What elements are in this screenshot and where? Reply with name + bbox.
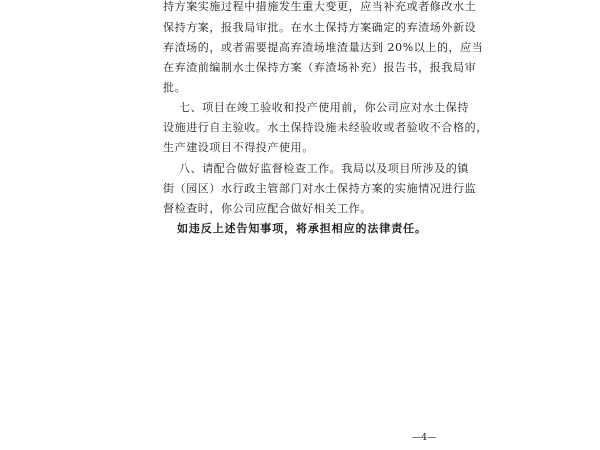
text-line: 批。 — [163, 81, 187, 94]
closing-statement: 如违反上述告知事项，将承担相应的法律责任。 — [177, 222, 427, 235]
text-line: 在弃渣前编制水土保持方案（弃渣场补充）报告书，报我局审 — [163, 61, 477, 74]
text-line: 街（园区）水行政主管部门对水土保持方案的实施情况进行监 — [163, 182, 477, 195]
text-line: 设施进行自主验收。水土保持设施未经验收或者验收不合格的， — [163, 121, 488, 134]
text-line: 保持方案，报我局审批。在水土保持方案确定的弃渣场外新设 — [163, 21, 477, 34]
page-number: —4— — [412, 433, 437, 443]
paragraph-7-first-line: 七、项目在竣工验收和投产使用前，你公司应对水土保持 — [179, 101, 469, 114]
paragraph-8-first-line: 八、请配合做好监督检查工作。我局以及项目所涉及的镇 — [179, 162, 469, 175]
text-line: 持方案实施过程中措施发生重大变更，应当补充或者修改水土 — [163, 0, 477, 13]
text-line: 生产建设项目不得投产使用。 — [163, 141, 314, 154]
text-line: 督检查时，你公司应配合做好相关工作。 — [163, 202, 372, 215]
text-line: 弃渣场的，或者需要提高弃渣场堆渣量达到 20%以上的，应当 — [163, 41, 484, 54]
